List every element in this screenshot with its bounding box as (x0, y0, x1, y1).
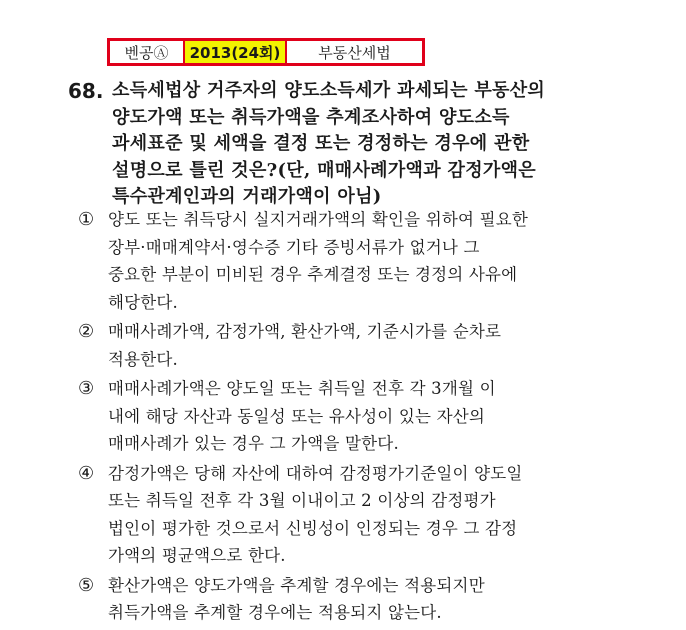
option-line: 중요한 부분이 미비된 경우 추계결정 또는 경정의 사유에 (108, 265, 518, 284)
option-4[interactable] (78, 460, 608, 570)
option-line: 매매사례가액은 양도일 또는 취득일 전후 각 3개월 이 (108, 379, 496, 398)
question-line: 과세표준 및 세액을 결정 또는 경정하는 경우에 관한 (112, 133, 530, 154)
option-line: 양도 또는 취득당시 실지거래가액의 확인을 위하여 필요한 (108, 210, 529, 229)
question-line: 양도가액 또는 취득가액을 추계조사하여 양도소득 (112, 106, 510, 128)
option-marker: ④ (78, 462, 95, 484)
option-line: 매매사례가액, 감정가액, 환산가액, 기준시가를 순차로 (108, 322, 502, 341)
option-marker: ③ (78, 378, 95, 399)
question-line: 소득세법상 거주자의 양도소득세가 과세되는 부동산의 (112, 80, 546, 101)
option-line: 적용한다. (108, 349, 179, 369)
answer-options (78, 206, 608, 629)
option-1[interactable] (78, 206, 608, 316)
question-text (112, 78, 632, 211)
option-line: 환산가액은 양도가액을 추계할 경우에는 적용되지만 (108, 575, 485, 595)
year-tag: 2013(24회) (183, 38, 287, 66)
option-line: 법인이 평가한 것으로서 신빙성이 인정되는 경우 그 감정 (108, 518, 518, 538)
option-marker: ② (78, 321, 95, 342)
option-marker: ① (78, 209, 95, 230)
option-2[interactable] (78, 318, 608, 373)
option-line: 장부·매매계약서·영수증 기타 증빙서류가 없거나 그 (108, 237, 480, 257)
option-line: 내에 해당 자산과 동일성 또는 유사성이 있는 자산의 (108, 406, 486, 426)
option-line: 취득가액을 추계할 경우에는 적용되지 않는다. (108, 603, 442, 622)
option-line: 매매사례가 있는 경우 그 가액을 말한다. (108, 434, 399, 453)
option-line: 가액의 평균액으로 한다. (108, 546, 286, 565)
option-line: 또는 취득일 전후 각 3월 이내이고 2 이상의 감정평가 (108, 491, 496, 510)
question-line: 설명으로 틀린 것은?(단, 매매사례가액과 감정가액은 (112, 159, 536, 181)
option-marker: ⑤ (78, 574, 95, 596)
option-line: 해당한다. (108, 292, 179, 312)
subject-tag: 부동산세법 (287, 38, 425, 66)
question-number: 68. (68, 79, 104, 103)
option-3[interactable] (78, 375, 608, 458)
source-tag: 벤공Ⓐ (107, 38, 183, 66)
option-5[interactable] (78, 572, 608, 627)
exam-header (107, 38, 425, 66)
option-line: 감정가액은 당해 자산에 대하여 감정평가기준일이 양도일 (108, 463, 523, 483)
question-line: 특수관계인과의 거래가액이 아님) (112, 186, 382, 207)
